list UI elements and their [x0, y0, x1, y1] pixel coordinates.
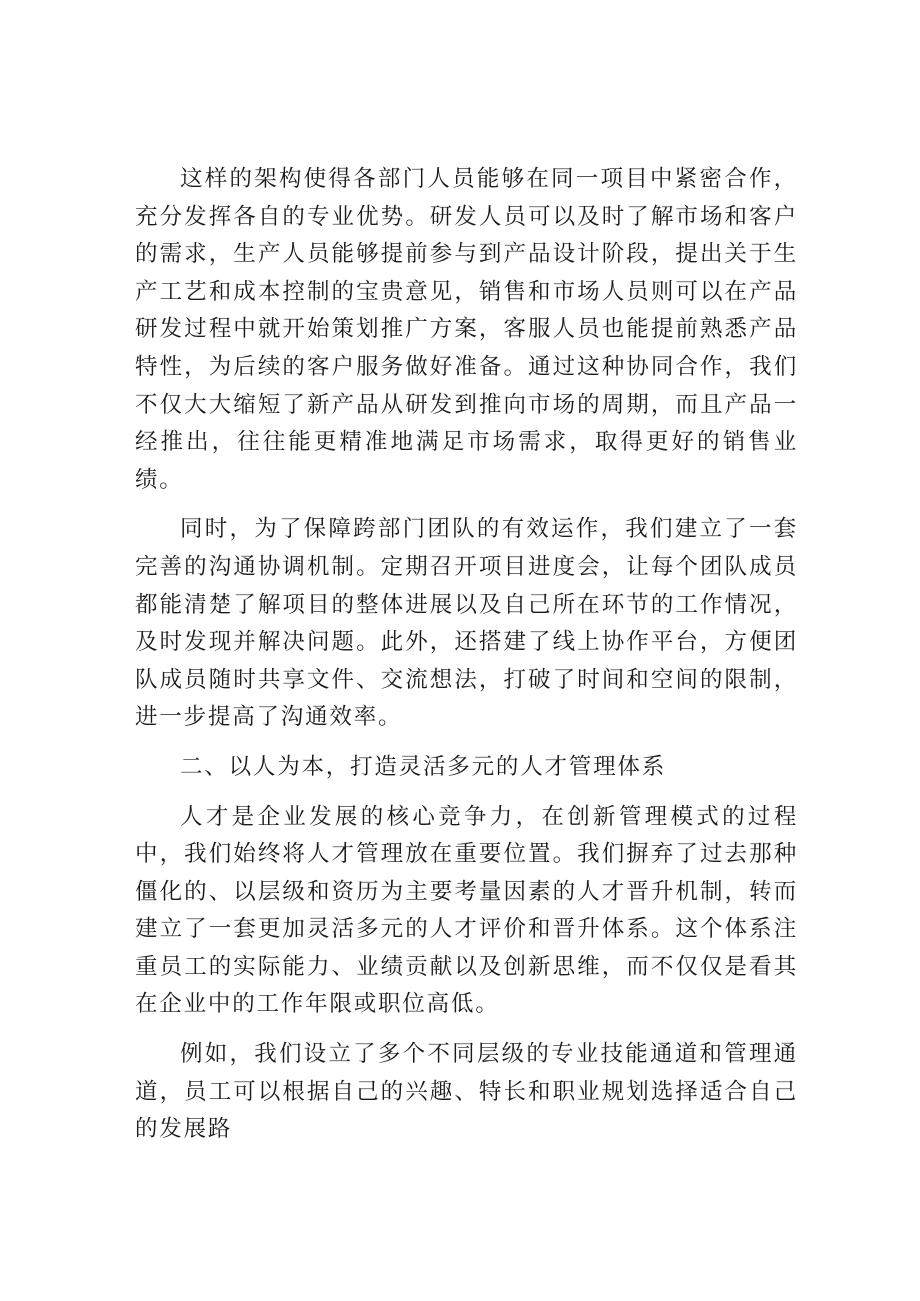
section-heading-talent-management: 二、以人为本，打造灵活多元的人才管理体系: [180, 753, 667, 780]
paragraph-talent-evaluation: 人才是企业发展的核心竞争力，在创新管理模式的过程中，我们始终将人才管理放在重要位置。我们摒弃了过去那种僵化的、以层级和资历为主要考量因素的人才晋升机制，转而建立了一套更加灵活多元的人才评价和晋升体系。这个体系注重员工的实际能力、业绩贡献以及创新思维，而不仅仅是看其在企业中的工作年限或职位高低。: [135, 803, 798, 1018]
paragraph-career-channels: 例如，我们设立了多个不同层级的专业技能通道和管理通道，员工可以根据自己的兴趣、特长和职业规划选择适合自己的发展路: [135, 1041, 798, 1143]
paragraph-architecture-collaboration: 这样的架构使得各部门人员能够在同一项目中紧密合作，充分发挥各自的专业优势。研发人员可以及时了解市场和客户的需求，生产人员能够提前参与到产品设计阶段，提出关于生产工艺和成本控制的宝贵意见，销售和市场人员则可以在产品研发过程中就开始策划推广方案，客服人员也能提前熟悉产品特性，为后续的客户服务做好准备。通过这种协同合作，我们不仅大大缩短了新产品从研发到推向市场的周期，而且产品一经推出，往往能更精准地满足市场需求，取得更好的销售业绩。: [135, 166, 798, 493]
document-body: [135, 161, 798, 1149]
paragraph-communication-mechanism: 同时，为了保障跨部门团队的有效运作，我们建立了一套完善的沟通协调机制。定期召开项目进度会，让每个团队成员都能清楚了解项目的整体进展以及自己所在环节的工作情况，及时发现并解决问题。此外，还搭建了线上协作平台，方便团队成员随时共享文件、交流想法，打破了时间和空间的限制，进一步提高了沟通效率。: [135, 516, 798, 731]
